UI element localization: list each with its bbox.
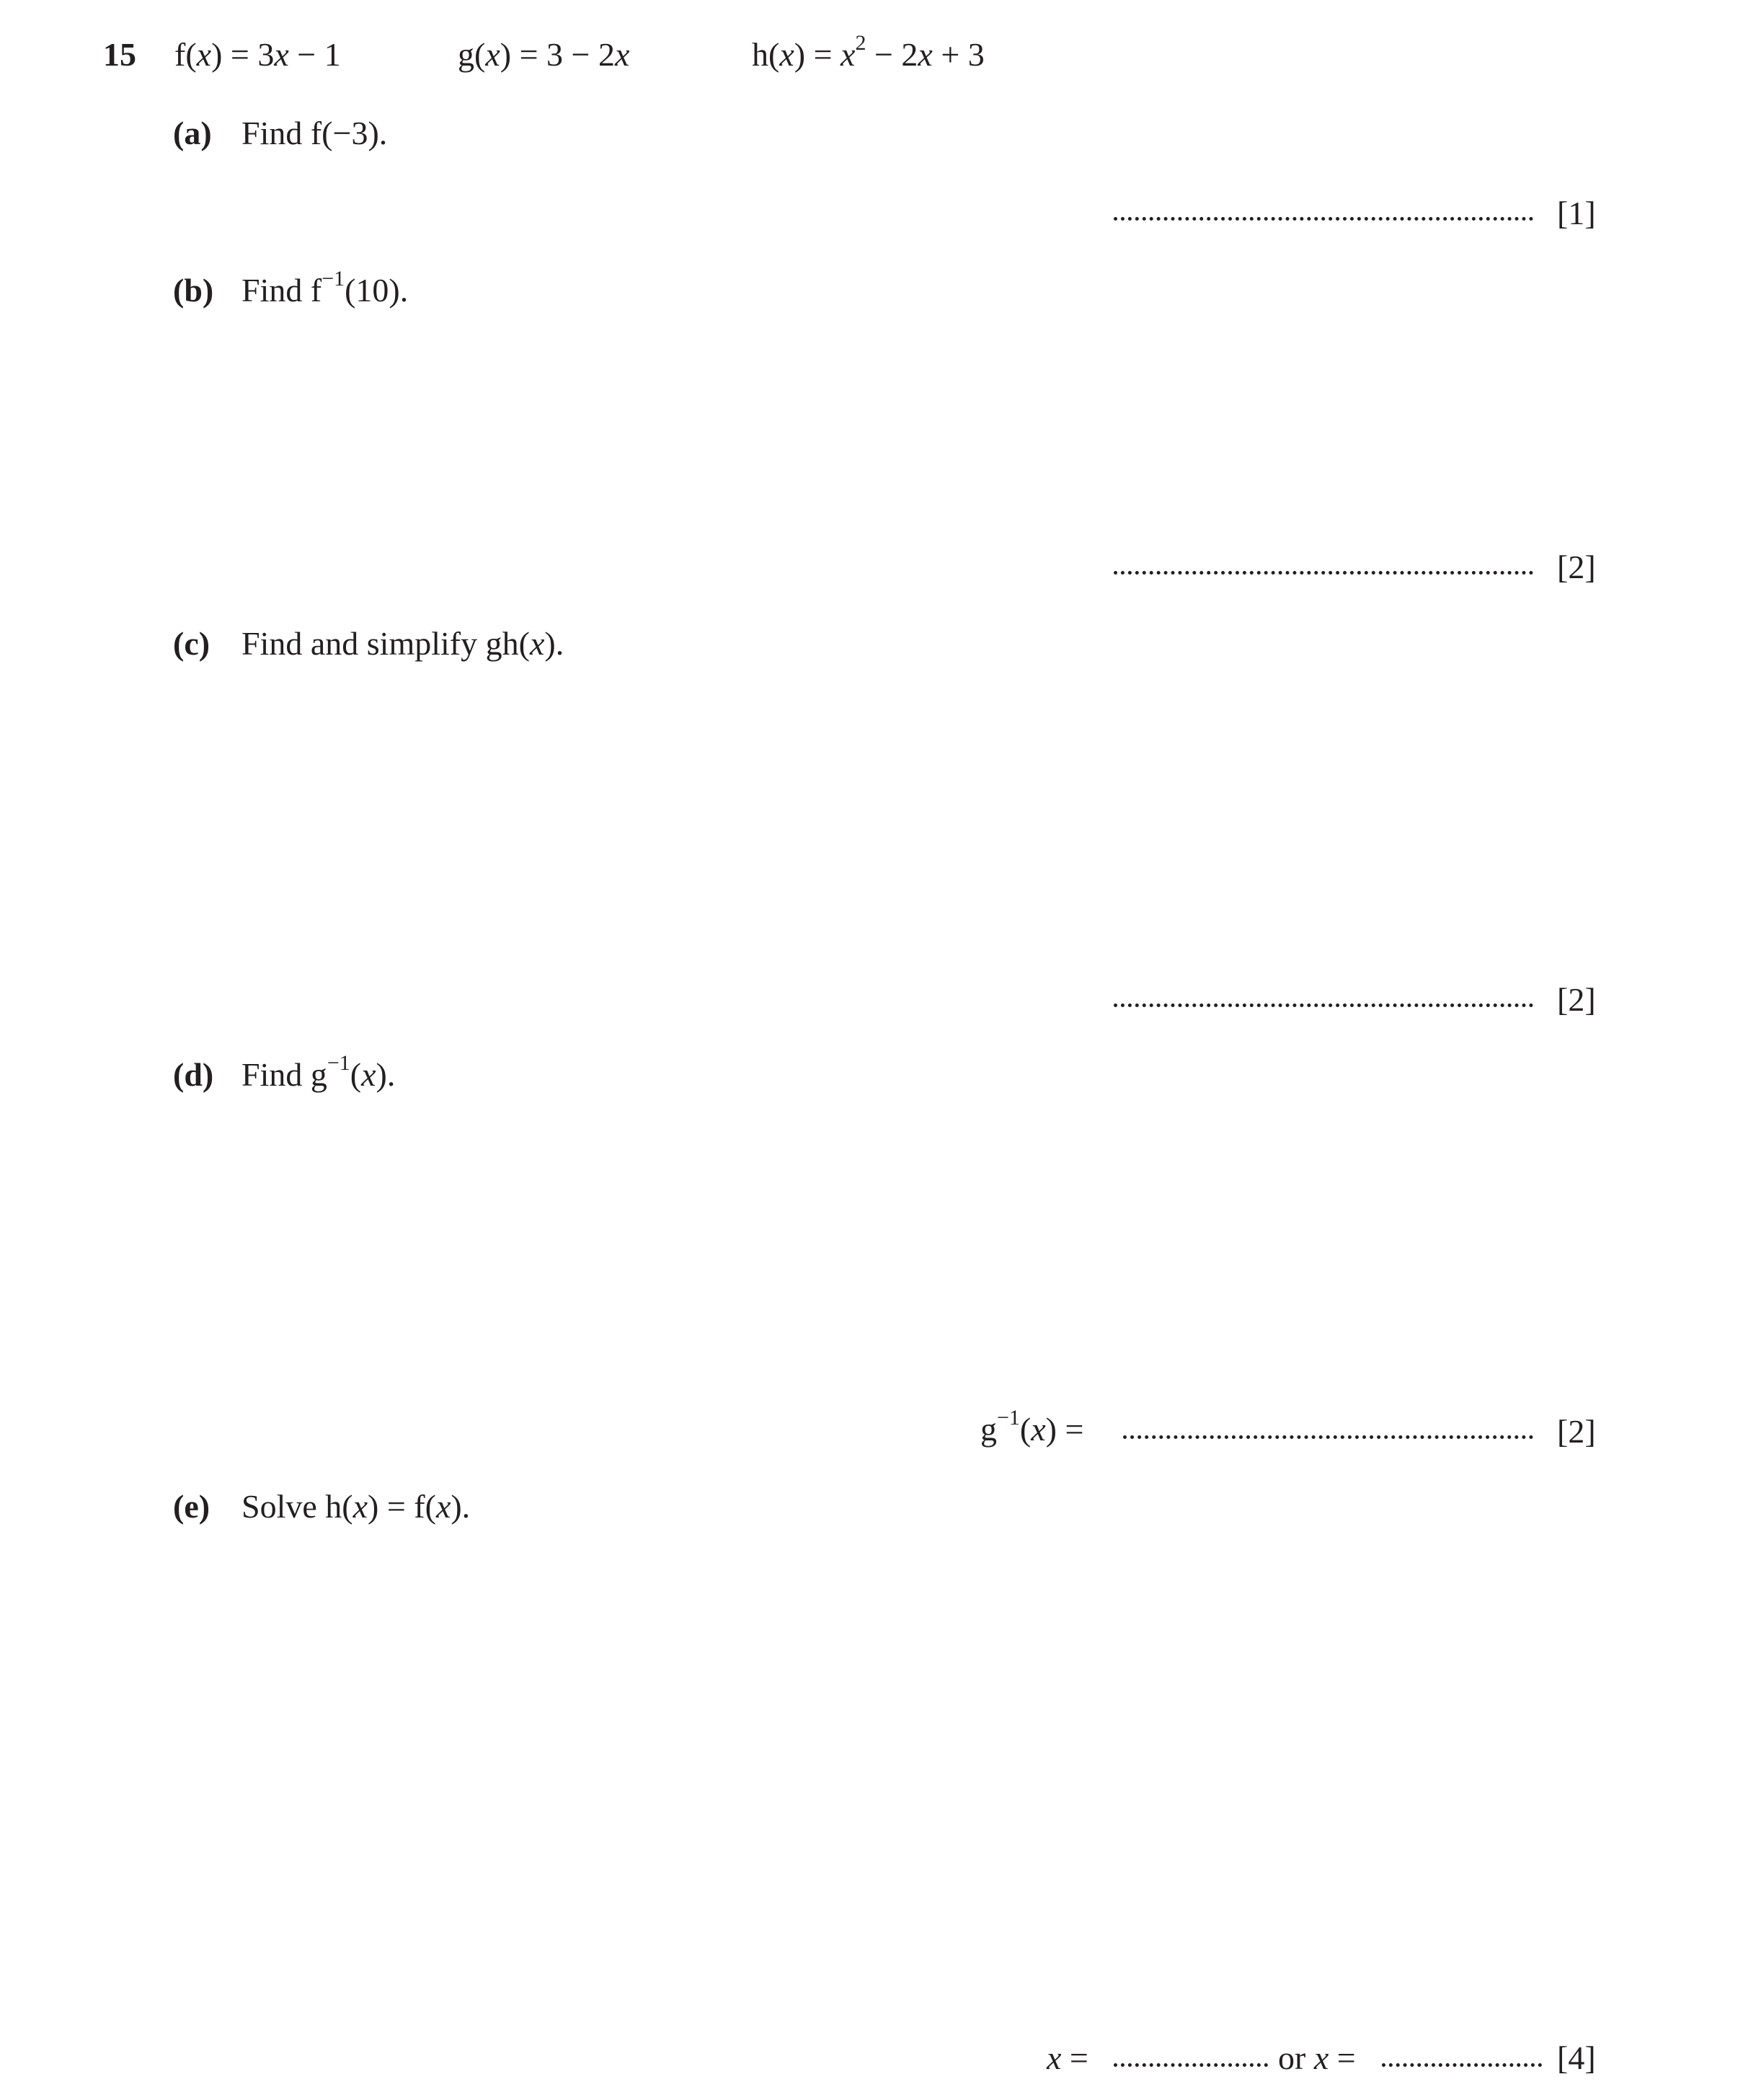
part-b-marks: [2] xyxy=(1557,549,1596,585)
part-d-answer-post: ) = xyxy=(1045,1411,1084,1448)
part-b-label: (b) xyxy=(173,272,214,309)
part-d-prompt xyxy=(241,1051,396,1093)
part-e-text-mid: ) = f( xyxy=(368,1488,436,1525)
part-b-superscript: −1 xyxy=(321,267,345,291)
part-d-label: (d) xyxy=(173,1056,214,1093)
part-e-text-post: ). xyxy=(451,1488,471,1525)
f-rhs-var: x xyxy=(274,36,289,73)
part-b-text-pre: Find f xyxy=(241,272,322,309)
part-b-text-post: (10). xyxy=(345,272,409,309)
part-b-answer-line[interactable] xyxy=(1114,571,1533,575)
part-e-var: x xyxy=(352,1488,368,1525)
part-e-marks: [4] xyxy=(1557,2039,1596,2076)
part-d-answer-var: x xyxy=(1031,1411,1046,1448)
part-a-answer-line[interactable] xyxy=(1114,217,1533,221)
part-d-answer-pre: g xyxy=(980,1411,997,1448)
part-d-superscript: −1 xyxy=(327,1051,350,1075)
part-d-text-mid: ( xyxy=(350,1056,362,1093)
part-d-answer-line[interactable] xyxy=(1123,1435,1533,1439)
h-rhs-var2: x xyxy=(918,36,933,73)
h-name: h xyxy=(752,36,768,73)
part-e-answer-eq: = xyxy=(1061,2039,1088,2076)
f-rhs-b: − 1 xyxy=(297,36,341,73)
g-rhs-var: x xyxy=(614,36,630,73)
part-c-text-post: ). xyxy=(544,625,564,662)
g-var: x xyxy=(485,36,500,73)
part-e-var2: x xyxy=(435,1488,451,1525)
part-d-answer-superscript: −1 xyxy=(997,1406,1020,1430)
h-rhs-var: x xyxy=(841,36,856,73)
g-name: g xyxy=(458,36,474,73)
part-e-text-pre: Solve h( xyxy=(241,1488,353,1525)
f-name: f xyxy=(174,36,186,73)
part-c-var: x xyxy=(529,625,545,662)
part-c-marks: [2] xyxy=(1557,981,1596,1018)
part-e-label: (e) xyxy=(173,1488,210,1525)
part-d-marks: [2] xyxy=(1557,1413,1596,1450)
h-rhs-c: + 3 xyxy=(941,36,985,73)
h-rhs-exponent: 2 xyxy=(855,31,866,55)
part-e-or-eq: = xyxy=(1329,2039,1356,2076)
part-e-answer-or xyxy=(1278,2039,1356,2076)
function-f-definition: f(x) = 3x − 1 xyxy=(174,36,341,73)
part-d-text-post: ). xyxy=(376,1056,396,1093)
h-rhs-b: − 2 xyxy=(874,36,918,73)
part-a-marks: [1] xyxy=(1557,195,1596,231)
part-e-answer-prefix xyxy=(1047,2039,1088,2076)
part-e-answer-line-2[interactable] xyxy=(1382,2063,1542,2067)
part-c-text-pre: Find and simplify gh( xyxy=(241,625,530,662)
part-d-var: x xyxy=(361,1056,376,1093)
part-e-or-word: or xyxy=(1278,2039,1314,2076)
part-e-prompt xyxy=(241,1490,470,1523)
part-b-prompt xyxy=(241,267,409,309)
part-d-text-pre: Find g xyxy=(241,1056,327,1093)
part-a-label: (a) xyxy=(173,115,212,151)
function-h-definition: $h(x) = x^2 - 2x + 3$ xyxy=(752,31,985,73)
part-c-prompt xyxy=(241,627,564,660)
part-d-answer-prefix xyxy=(980,1406,1084,1448)
h-var: x xyxy=(779,36,794,73)
part-e-or-var: x xyxy=(1313,2039,1329,2076)
function-g-definition: g(x) = 3 − 2x xyxy=(458,36,630,73)
f-var: x xyxy=(196,36,212,73)
part-c-label: (c) xyxy=(173,625,210,662)
part-e-answer-var: x xyxy=(1047,2039,1062,2076)
question-number: 15 xyxy=(103,36,136,73)
part-a-prompt: Find f(−3). xyxy=(241,115,388,151)
part-c-answer-line[interactable] xyxy=(1114,1004,1533,1007)
f-rhs-a: 3 xyxy=(257,36,275,73)
part-d-answer-mid: ( xyxy=(1019,1411,1032,1448)
g-rhs-a: 3 − 2 xyxy=(546,36,615,73)
part-e-answer-line-1[interactable] xyxy=(1114,2063,1268,2067)
